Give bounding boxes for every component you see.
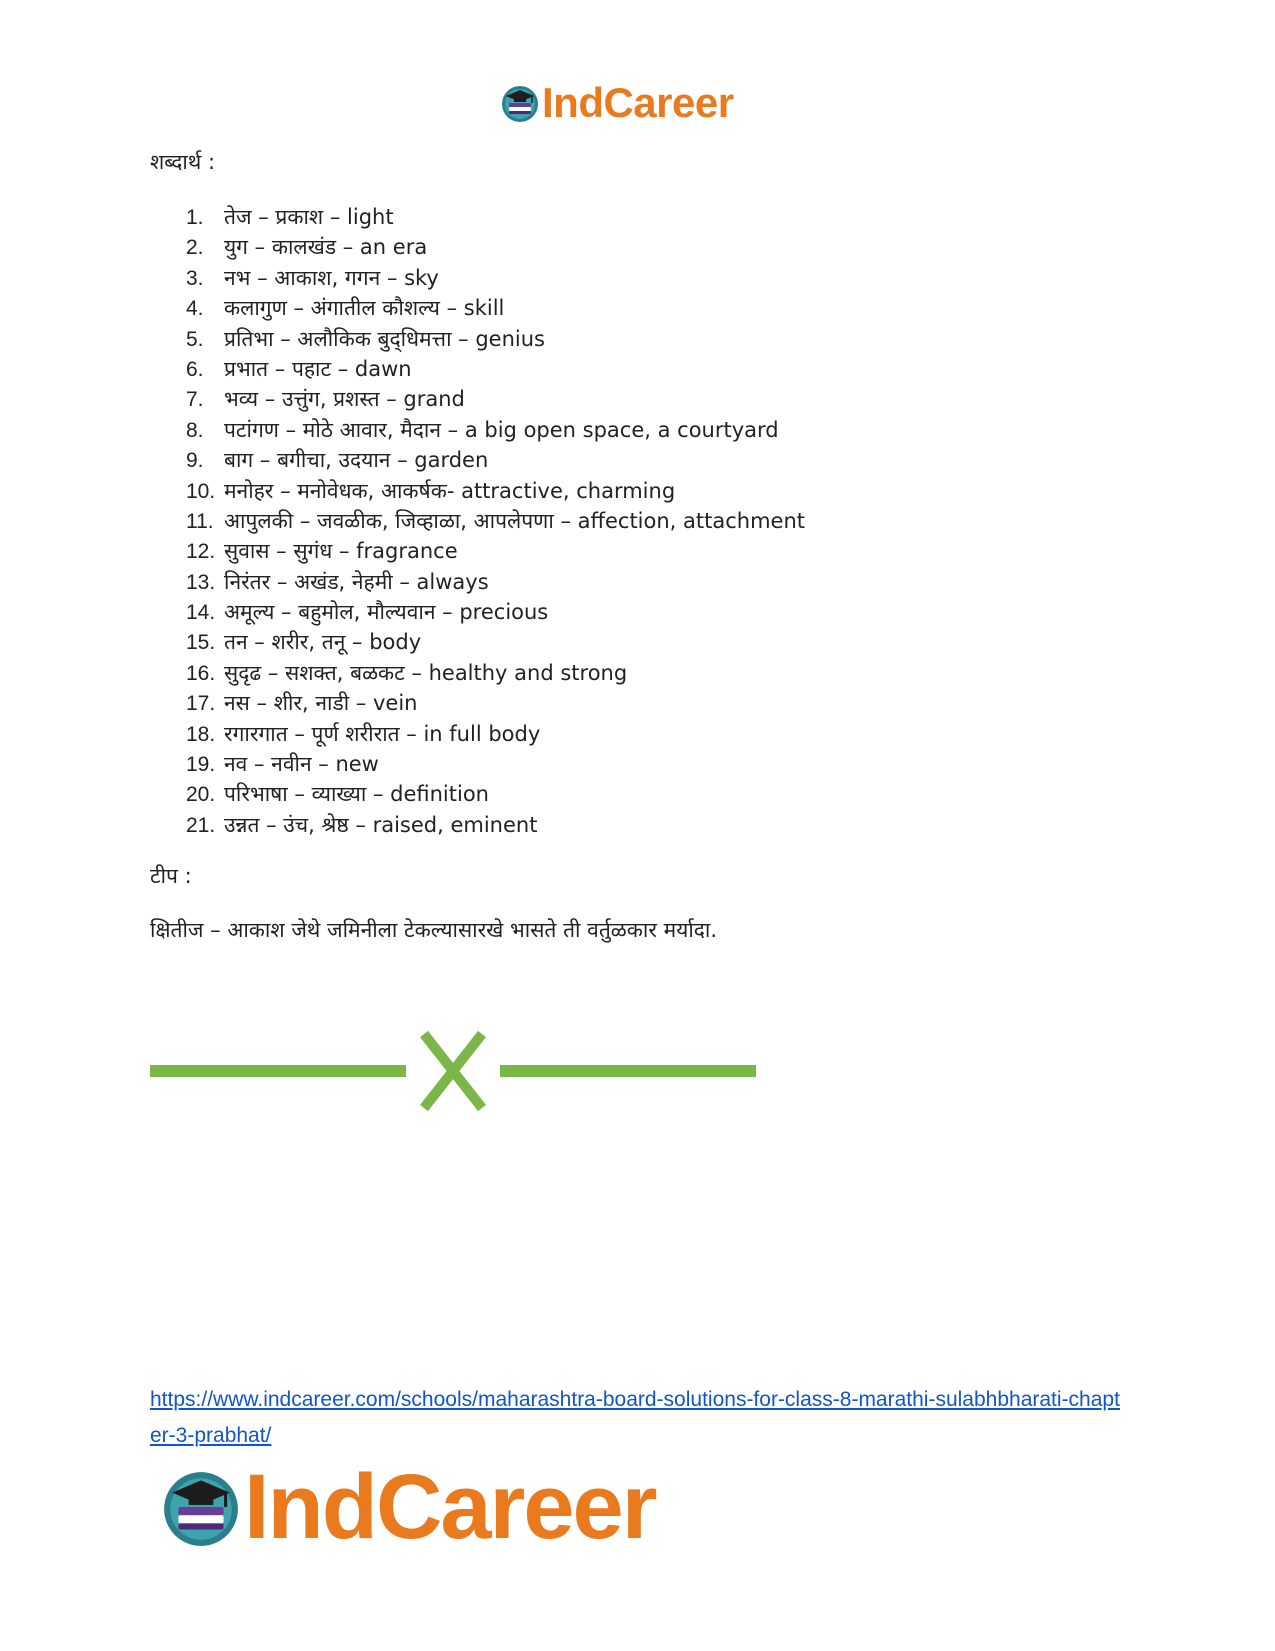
glossary-item-number: 16. — [186, 661, 216, 685]
glossary-item-text: निरंतर – अखंड, नेहमी – always — [224, 569, 489, 594]
glossary-item-text: नभ – आकाश, गगन – sky — [224, 265, 439, 290]
glossary-item — [186, 779, 805, 809]
glossary-item-number: 7. — [186, 388, 204, 412]
glossary-item-text: नस – शीर, नाडी – vein — [224, 691, 418, 716]
glossary-item-text: उन्नत – उंच, श्रेष्ठ – raised, eminent — [224, 812, 538, 837]
glossary-item — [186, 810, 805, 840]
glossary-item-number: 19. — [186, 753, 216, 777]
glossary-item — [186, 293, 805, 323]
glossary-item-number: 8. — [186, 418, 204, 442]
glossary-item-text: बाग – बगीचा, उदयान – garden — [224, 448, 489, 473]
glossary-item-text: अमूल्य – बहुमोल, मौल्यवान – precious — [224, 600, 549, 625]
glossary-item — [186, 324, 805, 354]
divider-line-right — [500, 1065, 756, 1077]
brand-name: IndCareer — [542, 79, 734, 126]
divider-ornament — [150, 1030, 756, 1112]
glossary-item-number: 20. — [186, 783, 216, 807]
glossary-item-number: 6. — [186, 357, 204, 381]
glossary-item-text: रगारगात – पूर्ण शरीरात – in full body — [224, 721, 541, 746]
graduation-cap-book-icon — [500, 83, 540, 123]
glossary-item — [186, 384, 805, 414]
glossary-item — [186, 263, 805, 293]
glossary-item-number: 13. — [186, 570, 216, 594]
glossary-item-number: 1. — [186, 206, 204, 229]
glossary-item — [186, 415, 805, 445]
glossary-item — [186, 445, 805, 475]
glossary-item-number: 12. — [186, 540, 216, 564]
glossary-item-text: पटांगण – मोठे आवार, मैदान – a big open space, a courtyard — [224, 417, 779, 442]
glossary-item — [186, 749, 805, 779]
glossary-item-number: 15. — [186, 631, 216, 655]
tip-heading: टीप : — [150, 864, 192, 888]
glossary-item-text: सुदृढ – सशक्त, बळकट – healthy and strong — [224, 660, 628, 685]
glossary-item — [186, 719, 805, 749]
glossary-item-text: मनोहर – मनोवेधक, आकर्षक- attractive, charming — [224, 478, 676, 503]
glossary-item-number: 21. — [186, 813, 216, 837]
glossary-item — [186, 506, 805, 536]
glossary-item-number: 17. — [186, 692, 216, 716]
glossary-item-text: प्रतिभा – अलौकिक बुद्‌धिमत्ता – genius — [224, 326, 546, 351]
tip-text: क्षितीज – आकाश जेथे जमिनीला टेकल्यासारखे भासते ती वर्तुळकार मर्यादा. — [150, 918, 718, 942]
glossary-item-number: 14. — [186, 601, 216, 625]
glossary-item-number: 2. — [186, 236, 204, 260]
graduation-cap-book-icon — [160, 1466, 242, 1548]
header-logo — [500, 80, 734, 126]
glossary-item-text: भव्य – उत्तुंग, प्रशस्त – grand — [224, 387, 465, 412]
glossary-item-text: आपुलकी – जवळीक, जिव्हाळा, आपलेपणा – affection, attachment — [224, 508, 805, 533]
brand-name: IndCareer — [244, 1456, 656, 1558]
glossary-item-text: तेज – प्रकाश – light — [224, 205, 394, 229]
glossary-heading: शब्दार्थ : — [150, 150, 216, 174]
glossary-item-number: 4. — [186, 297, 204, 321]
glossary-item-number: 3. — [186, 266, 204, 290]
glossary-item — [186, 597, 805, 627]
glossary-item — [186, 202, 805, 232]
glossary-item-number: 10. — [186, 479, 216, 503]
glossary-item — [186, 232, 805, 262]
glossary-item-text: नव – नवीन – new — [224, 752, 379, 777]
glossary-item-text: सुवास – सुगंध – fragrance — [224, 539, 458, 564]
glossary-item-text: तन – शरीर, तनू – body — [224, 630, 422, 655]
glossary-item-text: प्रभात – पहाट – dawn — [224, 356, 412, 381]
glossary-item — [186, 567, 805, 597]
glossary-item-number: 18. — [186, 722, 216, 746]
glossary-list — [186, 202, 805, 840]
glossary-item — [186, 688, 805, 718]
glossary-item — [186, 536, 805, 566]
divider-line-left — [150, 1065, 406, 1077]
glossary-item — [186, 354, 805, 384]
glossary-item-number: 5. — [186, 327, 204, 351]
glossary-item-text: परिभाषा – व्याख्या – definition — [224, 782, 489, 807]
glossary-item-text: युग – कालखंड – an era — [224, 235, 428, 260]
glossary-item-number: 11. — [186, 509, 214, 533]
glossary-item — [186, 658, 805, 688]
glossary-item-text: कलागुण – अंगातील कौशल्य – skill — [224, 296, 505, 321]
footer-logo — [160, 1456, 656, 1558]
glossary-item — [186, 476, 805, 506]
source-link[interactable]: https://www.indcareer.com/schools/maharashtra-board-solutions-for-class-8-marathi-sulabhbharati-chapter-3-prabhat/ — [150, 1388, 1120, 1447]
glossary-item — [186, 627, 805, 657]
glossary-item-number: 9. — [186, 449, 204, 473]
